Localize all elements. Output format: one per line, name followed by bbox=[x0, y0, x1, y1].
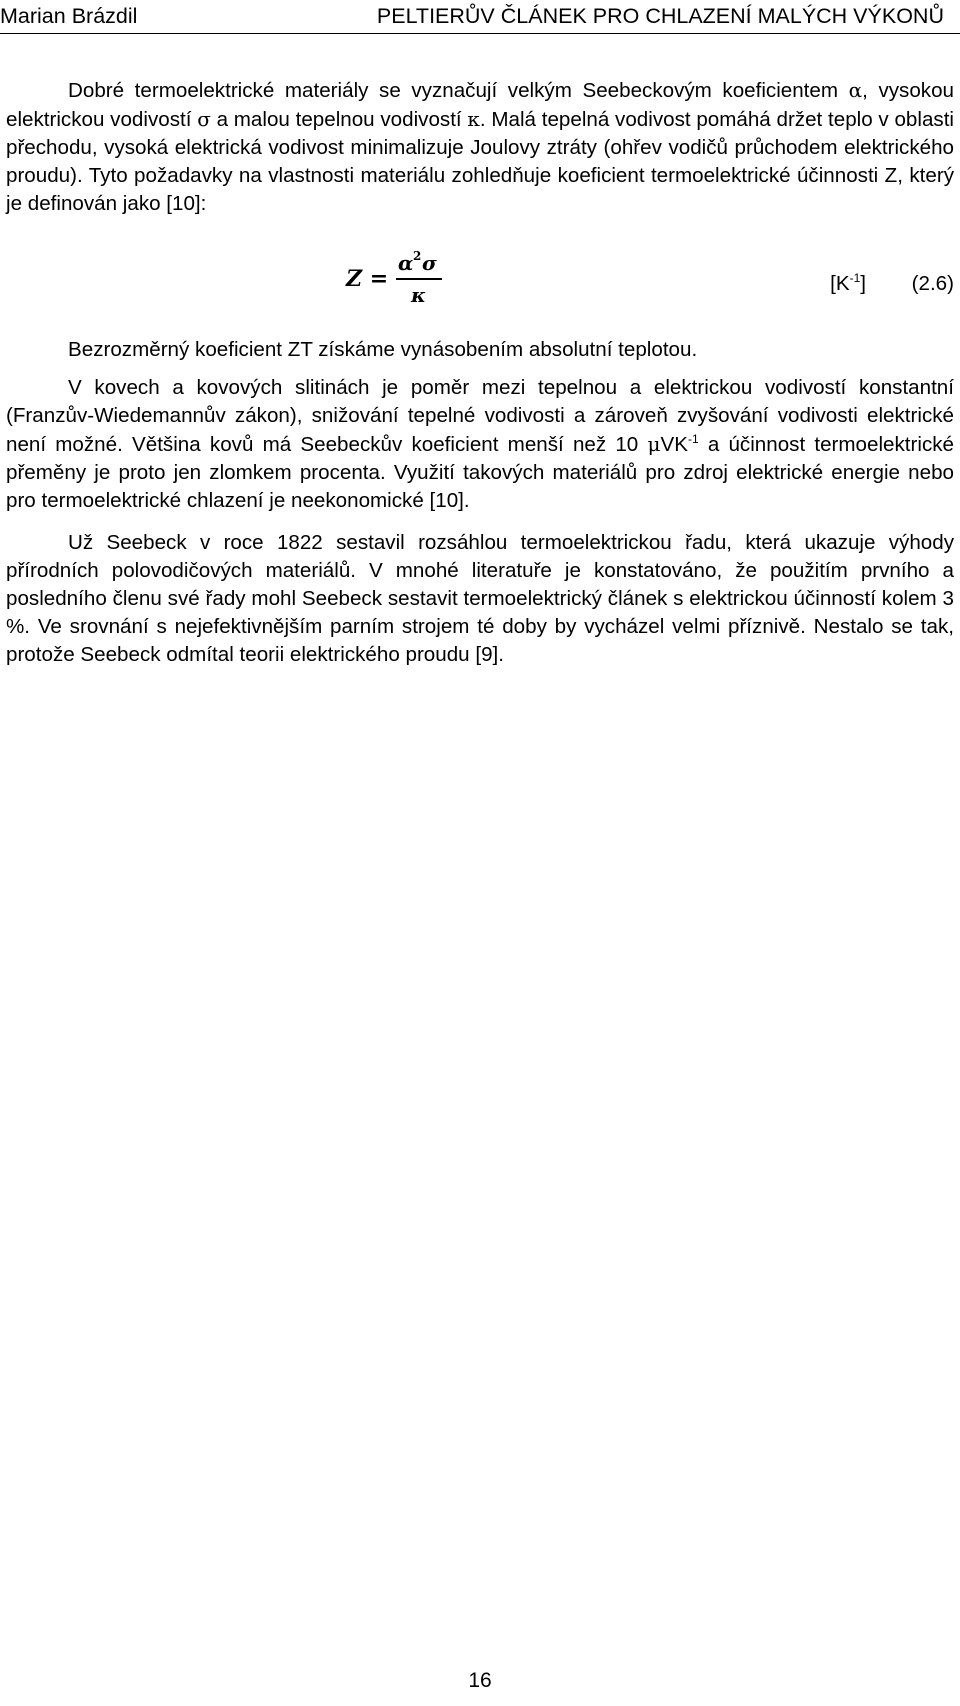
paragraph-seebeck: Už Seebeck v roce 1822 sestavil rozsáhlou termoelektrickou řadu, která ukazuje výhody přírodních polovodičových materiálů. V mnohé literatuře je konstatováno, že použitím prvního a posledního členu své řady mohl Seebeck sestavit termoelektrický článek s elektrickou účinností kolem 3 %. Ve srovnání s nejefektivnějším parním strojem té doby by vycházel velmi příznivě. Nestalo se tak, protože Seebeck odmítal teorii elektrického proudu [9]. bbox=[6, 531, 954, 666]
p3-text-3: a účinnost termoelektrické přeměny je proto jen zlomkem procenta. Využití takových materiálů pro zdroj elektrické energie nebo pro termoelektrické chlazení je neekonomické [10]. bbox=[6, 433, 954, 512]
p3-exponent: -1 bbox=[687, 432, 699, 446]
formula-denominator: κ bbox=[411, 283, 426, 307]
equation-2-6 bbox=[6, 218, 954, 336]
p1-text-2: , vysokou elektrickou vodivostí bbox=[6, 79, 954, 131]
formula-numerator: α bbox=[398, 251, 414, 275]
p3-text-2: VK bbox=[660, 433, 688, 456]
formula-exponent: 2 bbox=[413, 249, 422, 263]
page-header bbox=[0, 0, 960, 34]
kappa-symbol: κ bbox=[467, 107, 480, 131]
unit-open: [K bbox=[830, 272, 850, 295]
alpha-symbol: α bbox=[848, 78, 863, 102]
document-body bbox=[6, 76, 954, 669]
equation-unit bbox=[830, 270, 866, 298]
header-author: Marian Brázdil bbox=[0, 4, 138, 28]
formula-lhs: Z = bbox=[346, 266, 389, 292]
mu-symbol: μ bbox=[647, 432, 661, 456]
paragraph-zt: Bezrozměrný koeficient ZT získáme vynásobením absolutní teplotou. bbox=[68, 338, 698, 361]
unit-exponent: -1 bbox=[849, 271, 861, 285]
unit-close: ] bbox=[860, 272, 866, 295]
equation-number: (2.6) bbox=[911, 272, 954, 295]
p3-text-1: V kovech a kovových slitinách je poměr mezi tepelnou a elektrickou vodivostí konstantní (Franzův-Wiedemannův zákon), snižování tepelné vodivosti a zároveň zvyšování vodivosti elektrické není možné. Většina kovů má Seebeckův koeficient menší než 10 bbox=[6, 376, 954, 456]
paragraph-materials bbox=[6, 76, 954, 218]
p1-text-4: . Malá tepelná vodivost pomáhá držet teplo v oblasti přechodu, vysoká elektrická vodivost minimalizuje Joulovy ztráty (ohřev vodičů průchodem elektrického proudu). Tyto požadavky na vlastnosti materiálu zohledňuje koeficient termoelektrické účinnosti Z, který je definován jako [10]: bbox=[6, 108, 954, 215]
page-number: 16 bbox=[468, 1669, 492, 1692]
p1-text-1: Dobré termoelektrické materiály se vyznačují velkým Seebeckovým koeficientem bbox=[68, 79, 849, 102]
p1-text-3: a malou tepelnou vodivostí bbox=[210, 108, 468, 131]
formula-z bbox=[336, 248, 456, 320]
sigma-symbol: σ bbox=[197, 107, 211, 131]
formula-numerator-sigma: σ bbox=[422, 251, 437, 275]
paragraph-metals bbox=[6, 374, 954, 515]
header-title: PELTIERŮV ČLÁNEK PRO CHLAZENÍ MALÝCH VÝKONŮ bbox=[376, 4, 944, 28]
